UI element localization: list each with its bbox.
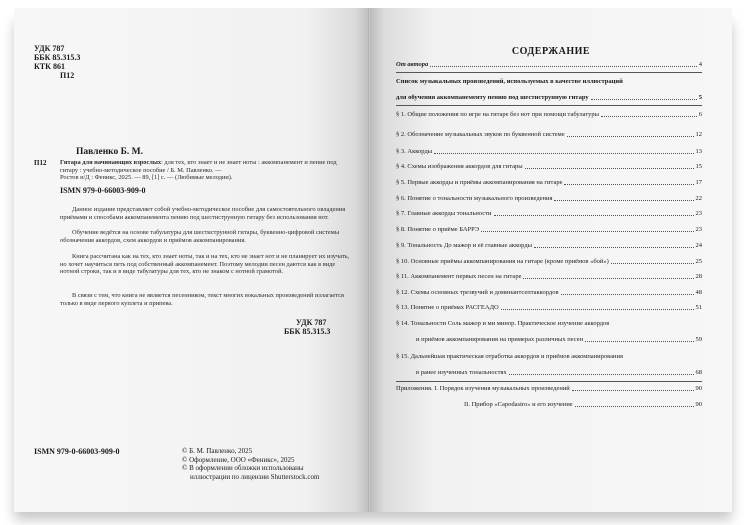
divider [396,105,702,106]
bib-title: Гитара для начинающих взрослых [60,159,162,166]
code-bbk: ББК 85.315.3 [34,53,81,62]
toc-entry [396,61,702,69]
toc-entry [396,78,702,86]
toc-entry-page: 51 [695,304,702,311]
copyright-block [182,447,319,481]
toc-entry-page: 17 [695,179,702,186]
left-page [14,8,370,512]
toc-entry-page: 90 [695,401,702,408]
toc-entry-label: для обучения аккомпанементу пению под шестиструнную гитару [396,94,589,101]
toc-entry-label: Приложения. I. Порядок изучения музыкальных произведений [396,385,570,392]
toc-entry-label: II. Прибор «Capodastro» и его изучение [464,401,573,408]
code-udk-right: УДК 787 [296,318,327,327]
bib-mark: П12 [34,159,47,167]
toc-entry-label: § 10. Основные приёмы аккомпанирования на гитаре (кроме приёмов «бой») [396,258,609,265]
toc-entry [396,320,702,328]
toc-entry [396,210,702,218]
toc-entry [396,148,702,156]
toc-entry-label: § 3. Аккорды [396,148,433,155]
toc-entry [396,179,702,187]
toc-entry [396,111,702,119]
toc-entry-label: § 13. Понятие о приёмах РАСГЕАДО [396,304,499,311]
toc-entry-label: § 12. Схемы основных трезвучий и доминантсептаккордов [396,289,559,296]
author-name: Павленко Б. М. [76,147,144,157]
toc-entry-page: 48 [695,289,702,296]
toc-entry [396,226,702,234]
copyright-line: © Оформление, ООО «Феникс», 2025 [182,455,295,464]
divider [396,72,702,73]
code-ktk: КТК 861 [34,62,65,71]
abstract-p2: Обучение ведётся на основе табулатуры для шестиструнной гитары, буквенно-цифровой системы обозначения аккордов, схем аккордов и приёмов аккомпанирования. [60,229,340,244]
code-p12: П12 [60,71,75,80]
toc-entry [396,369,702,377]
ismn-number: ISMN 979-0-66003-909-0 [60,186,146,195]
abstract-p4: В связи с тем, что книга не является песенником, текст многих вокальных произведений излагается только в виде первого куплета и припева. [60,292,344,307]
toc-entry-page: 59 [695,336,702,343]
toc-entry-page: 23 [695,226,702,233]
toc-entry [396,336,702,344]
copyright-line: © Б. М. Павленко, 2025 [182,447,253,455]
toc-entry-label: Список музыкальных произведений, используемых в качестве иллюстраций [396,78,623,85]
toc-entry-page: 4 [698,61,702,68]
toc-entry-page: 90 [695,385,702,392]
toc-entry [396,258,702,266]
toc-entry-label: § 1. Общие положения по игре на гитаре без нот при помощи табулатуры [396,111,599,118]
toc-entry [396,273,702,281]
toc-entry-label: § 4. Схемы изображения аккордов для гитары [396,163,523,170]
copyright-line: © В оформлении обложки использованы [182,464,304,473]
toc-entry [396,163,702,171]
toc-entry-label: § 15. Дальнейшая практическая отработка аккордов и приёмов аккомпанирования [396,353,623,360]
toc-entry [396,94,702,102]
bib-imprint: Ростов н/Д : Феникс, 2025. — 89, [1] с. — (Любимые мелодии). [60,174,233,182]
code-bbk-right: ББК 85.315.3 [284,327,331,336]
classification-codes [34,44,80,80]
toc-entry [396,353,702,361]
abstract-p3: Книга рассчитана как на тех, кто знает ноты, так и на тех, кто не знает нот и не планирует их изучать, но хочет научиться петь под собственный аккомпанемент. Поэтому мелодии песен даются как в виде нотной строки, так и в виде табулатуры для тех, кто не знаком с нотной грамотой. [60,253,350,276]
toc-entry-page: 25 [695,258,702,265]
toc-entry-page: 5 [698,94,702,101]
toc-entry-label: в ранее изученных тональностях [416,369,507,376]
toc-entry-label: § 5. Первые аккорды и приёмы аккомпанирования на гитаре [396,179,563,186]
right-page [370,8,732,512]
toc-entry-page: 13 [695,148,702,155]
copyright-line: иллюстрации по лицензии Shutterstock.com [190,472,320,481]
toc-entry [396,195,702,203]
toc-entry-page: 12 [695,131,702,138]
toc-entry-label: § 11. Аккомпанемент первых песен на гитаре [396,273,522,280]
toc-entry-label: § 7. Главные аккорды тональности [396,210,492,217]
toc-entry-page: 23 [695,210,702,217]
toc-title: СОДЕРЖАНИЕ [511,46,591,57]
toc-entry-page: 68 [695,369,702,376]
toc-entry-label: § 2. Обозначение музыкальных звуков по буквенной системе [396,131,565,138]
toc-entry-page: 15 [695,163,702,170]
classification-codes-right [284,318,330,336]
footer-ismn: ISMN 979-0-66003-909-0 [34,447,120,456]
toc-entry-label: § 8. Понятие о приёме БАРРЭ [396,226,480,233]
toc-entry-label: § 6. Понятие о тональности музыкального произведения [396,195,553,202]
toc-entry [396,289,702,297]
divider [396,381,702,382]
abstract-p1: Данное издание представляет собой учебно-методическое пособие для самостоятельного овладения приёмами и способами аккомпанемента пению под шестиструнную гитару без использования нот. [60,206,346,221]
toc-entry [396,242,702,250]
toc-entry-page: 24 [695,242,702,249]
bib-title-rest: : для тех, кто знает и не знает ноты : аккомпанемент и пение под гитару : учебно-методическое пособие / Б. М. Павленко. — [60,159,337,174]
toc-entry [396,131,702,139]
code-udk: УДК 787 [34,44,65,53]
toc-entry-label: и приёмов аккомпанирования на примерах различных песен [416,336,584,343]
toc-entry [396,385,702,393]
bib-description [60,159,356,182]
toc-entry [464,401,702,409]
toc-entry-label: § 9. Тональность До мажор и её главные аккорды [396,242,533,249]
toc-entry-page: 28 [695,273,702,280]
toc-entry-label: § 14. Тональности Соль мажор и ми минор. Практическое изучение аккордов [396,320,610,327]
toc-entry [396,304,702,312]
toc-entry-page: 6 [698,111,702,118]
toc-entry-page: 22 [695,195,702,202]
toc-entry-label: От автора [396,61,429,68]
